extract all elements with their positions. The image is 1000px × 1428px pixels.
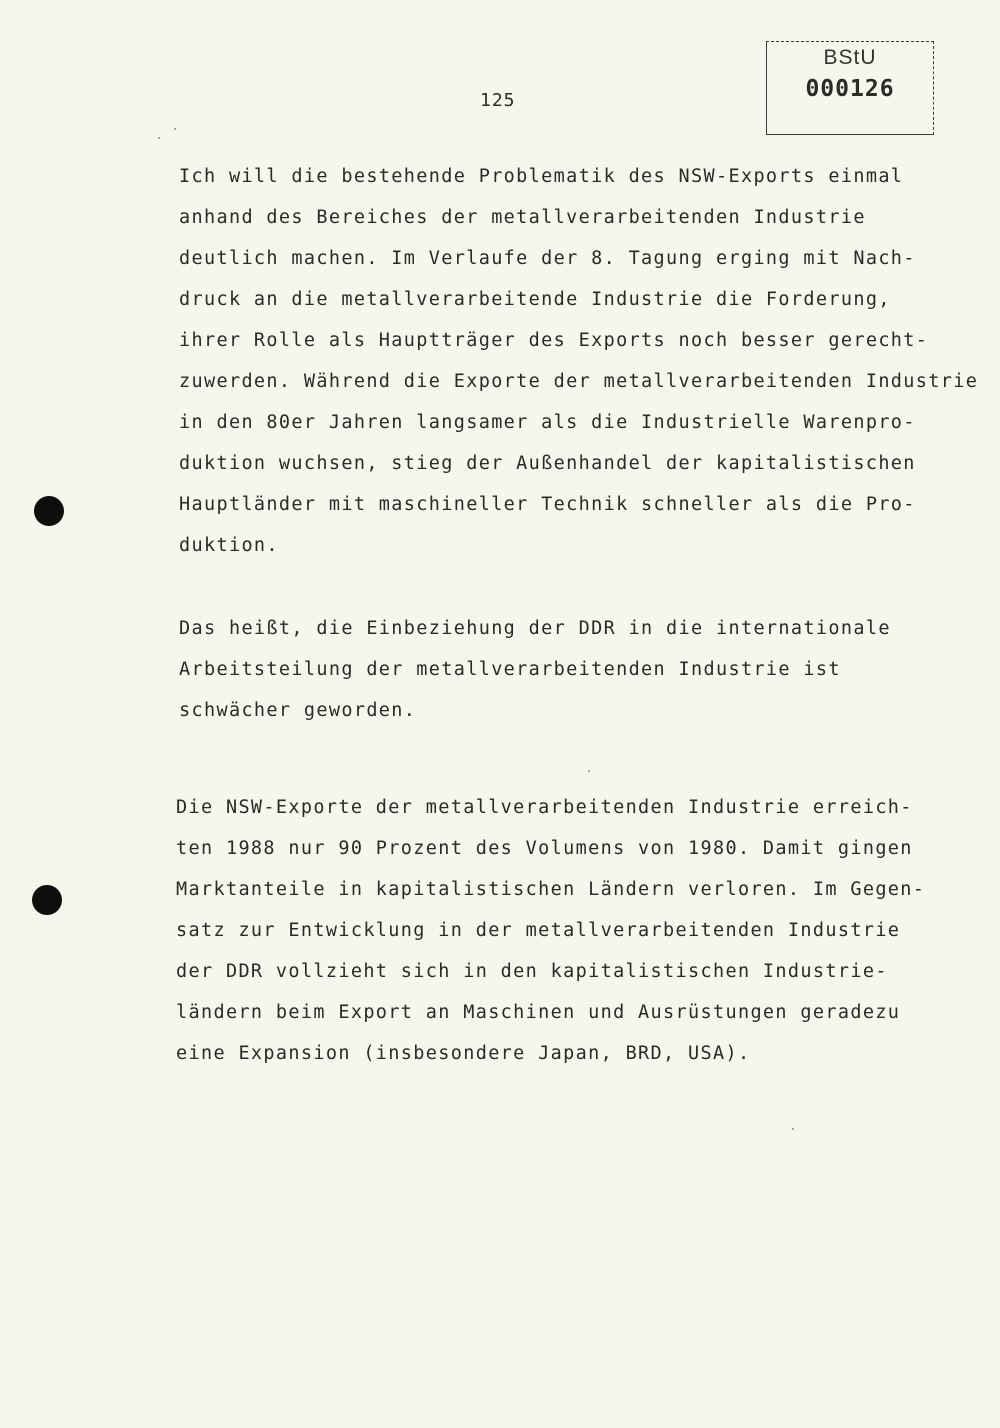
- text-line: duktion wuchsen, stieg der Außenhandel der kapitalistischen: [179, 453, 916, 474]
- text-line: druck an die metallverarbeitende Industrie die Forderung,: [179, 289, 891, 310]
- text-line: ihrer Rolle als Hauptträger des Exports noch besser gerecht-: [179, 330, 929, 351]
- text-line: deutlich machen. Im Verlaufe der 8. Tagung erging mit Nach-: [179, 248, 916, 269]
- stamp-number: 000126: [805, 76, 895, 102]
- text-line: Hauptländer mit maschineller Technik schneller als die Pro-: [179, 494, 916, 515]
- paper-speck: [174, 128, 176, 130]
- paper-speck: [792, 1128, 794, 1130]
- text-line: der DDR vollzieht sich in den kapitalistischen Industrie-: [176, 961, 888, 982]
- text-line: satz zur Entwicklung in der metallverarbeitenden Industrie: [176, 920, 901, 941]
- text-line: Arbeitsteilung der metallverarbeitenden Industrie ist: [179, 659, 841, 680]
- text-line: schwächer geworden.: [179, 700, 417, 721]
- text-line: ten 1988 nur 90 Prozent des Volumens von 1980. Damit gingen: [176, 838, 913, 859]
- paragraph-1: [179, 166, 979, 556]
- paper-speck: [588, 770, 590, 772]
- punch-hole-lower: [32, 885, 62, 915]
- archive-stamp: [766, 41, 934, 135]
- text-line: Die NSW-Exporte der metallverarbeitenden Industrie erreich-: [176, 797, 913, 818]
- punch-hole-upper: [34, 496, 64, 526]
- paragraph-3: [176, 797, 926, 1064]
- text-line: in den 80er Jahren langsamer als die Industrielle Warenpro-: [179, 412, 916, 433]
- text-line: Marktanteile in kapitalistischen Ländern verloren. Im Gegen-: [176, 879, 926, 900]
- text-line: duktion.: [179, 535, 279, 556]
- paper-speck: [158, 137, 160, 139]
- text-line: zuwerden. Während die Exporte der metallverarbeitenden Industrie: [179, 371, 979, 392]
- text-line: anhand des Bereiches der metallverarbeitenden Industrie: [179, 207, 866, 228]
- text-line: Ich will die bestehende Problematik des NSW-Exports einmal: [179, 166, 904, 187]
- text-line: Das heißt, die Einbeziehung der DDR in die internationale: [179, 618, 891, 639]
- text-line: ländern beim Export an Maschinen und Ausrüstungen geradezu: [176, 1002, 901, 1023]
- paragraph-2: [179, 618, 891, 721]
- stamp-org: BStU: [823, 46, 877, 69]
- page-number: 125: [480, 90, 516, 111]
- text-line: eine Expansion (insbesondere Japan, BRD, USA).: [176, 1043, 751, 1064]
